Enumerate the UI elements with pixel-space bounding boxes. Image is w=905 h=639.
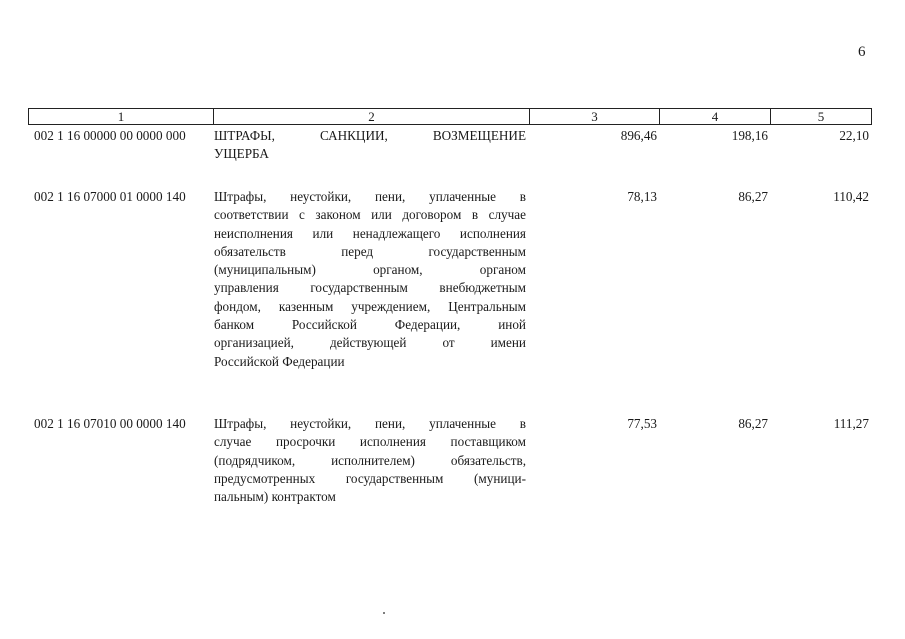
scan-speck <box>383 612 385 614</box>
column-header-5: 5 <box>771 109 872 125</box>
description-line: предусмотренных государственным (муници- <box>214 470 526 486</box>
row-value-col5: 111,27 <box>833 416 869 431</box>
row-value-col3: 77,53 <box>627 416 657 431</box>
row-description <box>214 188 526 371</box>
description-line: банком Российской Федерации, иной <box>214 317 526 333</box>
description-line: УЩЕРБА <box>214 146 269 162</box>
row-description <box>214 415 526 506</box>
row-value-col4: 86,27 <box>738 189 768 204</box>
description-line: обязательств перед государственным <box>214 243 526 259</box>
row-value-col4: 198,16 <box>731 128 768 143</box>
description-line: организацией, действующей от имени <box>214 335 526 351</box>
description-line: (подрядчиком, исполнителем) обязательств, <box>214 452 526 468</box>
page-number: 6 <box>858 44 866 60</box>
row-value-col5: 22,10 <box>839 128 869 143</box>
description-line: пальным) контрактом <box>214 489 336 505</box>
row-value-col3: 78,13 <box>627 189 657 204</box>
row-code: 002 1 16 07000 01 0000 140 <box>34 189 186 204</box>
description-line: Штрафы, неустойки, пени, уплаченные в <box>214 416 526 431</box>
row-code: 002 1 16 07010 00 0000 140 <box>34 416 186 431</box>
description-line: ШТРАФЫ, САНКЦИИ, ВОЗМЕЩЕНИЕ <box>214 128 526 143</box>
column-number-header <box>28 108 872 125</box>
description-line: неисполнения или ненадлежащего исполнения <box>214 225 526 241</box>
description-line: фондом, казенным учреждением, Центральным <box>214 298 526 314</box>
column-header-2: 2 <box>214 109 530 125</box>
description-line: управления государственным внебюджетным <box>214 280 526 296</box>
column-header-3: 3 <box>530 109 660 125</box>
row-code: 002 1 16 00000 00 0000 000 <box>34 128 186 143</box>
column-header-4: 4 <box>660 109 771 125</box>
description-line: Штрафы, неустойки, пени, уплаченные в <box>214 189 526 204</box>
column-header-1: 1 <box>29 109 214 125</box>
row-value-col4: 86,27 <box>738 416 768 431</box>
row-description <box>214 127 526 164</box>
description-line: соответствии с законом или договором в случае <box>214 207 526 223</box>
description-line: (муниципальным) органом, органом <box>214 262 526 278</box>
description-line: случае просрочки исполнения поставщиком <box>214 434 526 450</box>
row-value-col3: 896,46 <box>620 128 657 143</box>
row-value-col5: 110,42 <box>833 189 869 204</box>
description-line: Российской Федерации <box>214 353 345 369</box>
